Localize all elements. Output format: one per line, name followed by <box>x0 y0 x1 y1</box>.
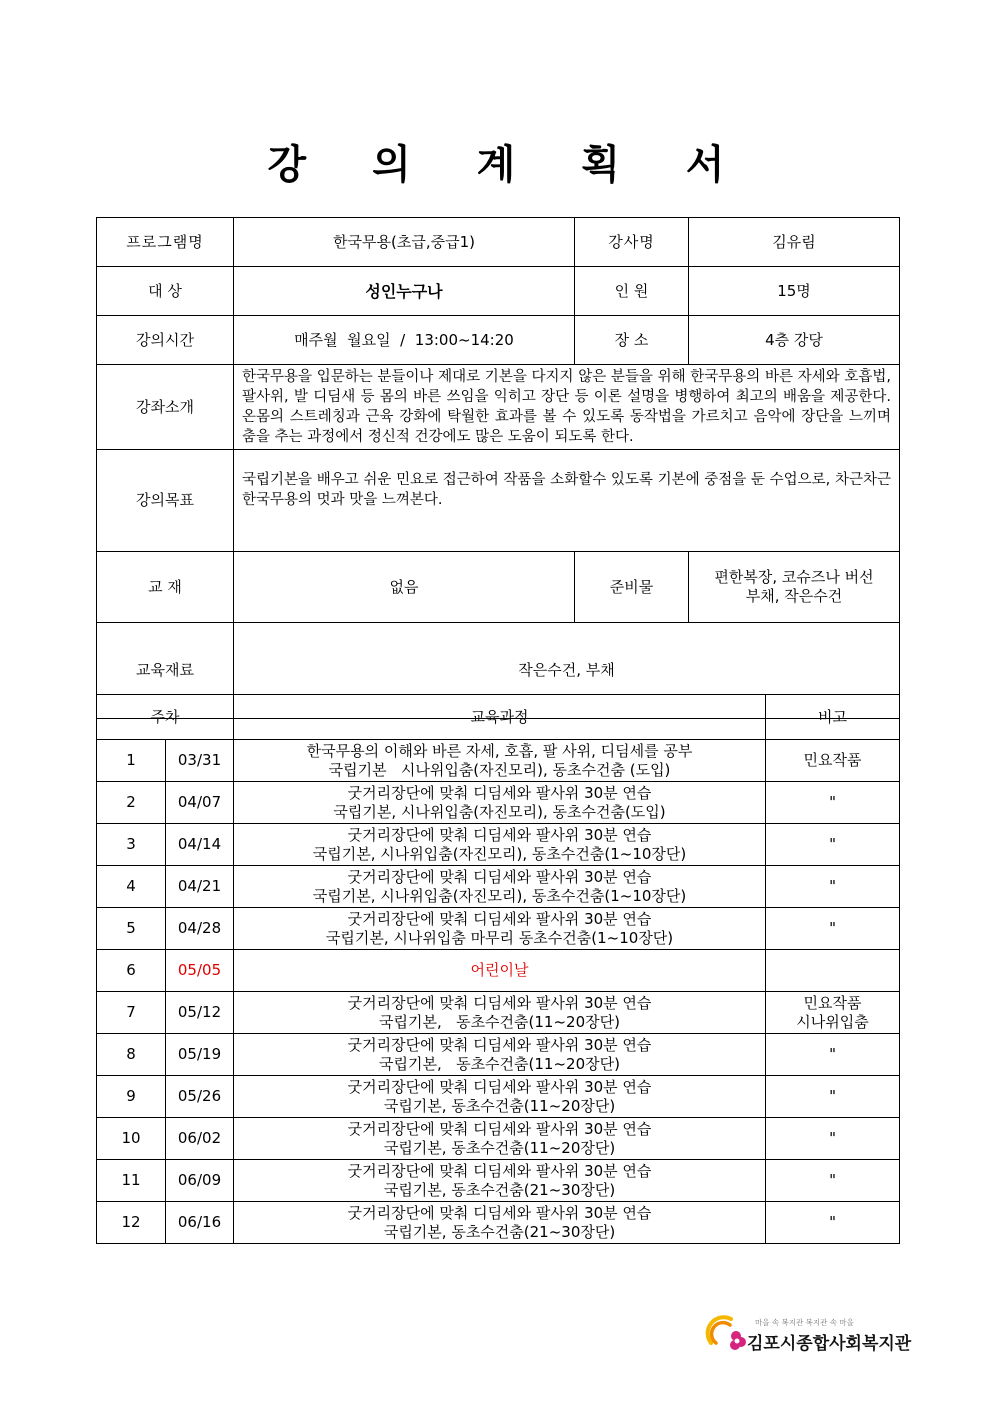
course-content <box>234 866 766 908</box>
course-line: 굿거리장단에 맞춰 디딤세와 팔사위 30분 연습 <box>347 993 652 1012</box>
week-number: 3 <box>97 824 166 866</box>
course-line: 한국무용의 이해와 바른 자세, 호흡, 팔 사위, 디딤세를 공부 <box>306 741 693 760</box>
week-header: 주차 <box>97 695 234 740</box>
goal-label: 강의목표 <box>97 450 234 552</box>
course-content <box>234 908 766 950</box>
note-line: 민요작품 <box>803 993 862 1012</box>
note-line: " <box>829 919 836 937</box>
week-date: 05/05 <box>166 950 234 992</box>
intro-text: 한국무용을 입문하는 분들이나 제대로 기본을 다지지 않은 분들을 위해 한국무용의 바른 자세와 호흡법, 팔사위, 발 디딤새 등 몸의 바른 쓰임을 익히고 장단 등 이론 설명을 병행하여 최고의 배움을 제공한다. 온몸의 스트레칭과 근육 강화에 탁월한 효과를 볼 수 있도록 동작법을 가르치고 음악에 장단을 느끼며 춤을 추는 과정에서 정신적 건강에도 많은 도움이 되도록 한다. <box>234 365 900 450</box>
note-line: " <box>829 793 836 811</box>
course-content <box>234 740 766 782</box>
intro-label: 강좌소개 <box>97 365 234 450</box>
course-line: 굿거리장단에 맞춰 디딤세와 팔사위 30분 연습 <box>347 1161 652 1180</box>
week-date: 06/16 <box>166 1202 234 1244</box>
note-line: " <box>829 877 836 895</box>
place-value: 4층 강당 <box>689 316 900 365</box>
prep-line-2: 부채, 작은수건 <box>745 587 843 605</box>
week-number: 12 <box>97 1202 166 1244</box>
note-line: " <box>829 1045 836 1063</box>
course-line: 어린이날 <box>470 961 529 979</box>
time-value: 매주월 월요일 / 13:00~14:20 <box>234 316 575 365</box>
program-label: 프로그램명 <box>97 218 234 267</box>
week-number: 10 <box>97 1118 166 1160</box>
material-value: 작은수건, 부채 <box>234 623 900 719</box>
textbook-value: 없음 <box>234 552 575 623</box>
schedule-row <box>97 1034 900 1076</box>
course-note <box>766 950 900 992</box>
week-number: 6 <box>97 950 166 992</box>
note-line: " <box>829 1087 836 1105</box>
course-note <box>766 740 900 782</box>
week-date: 05/12 <box>166 992 234 1034</box>
week-date: 06/02 <box>166 1118 234 1160</box>
course-header: 교육과정 <box>234 695 766 740</box>
course-note <box>766 1118 900 1160</box>
week-number: 4 <box>97 866 166 908</box>
note-line: " <box>829 835 836 853</box>
schedule-row <box>97 908 900 950</box>
schedule-row <box>97 992 900 1034</box>
course-line: 국립기본, 시나위입춤(자진모리), 동초수건춤(1~10장단) <box>312 844 687 863</box>
week-date: 04/14 <box>166 824 234 866</box>
week-date: 06/09 <box>166 1160 234 1202</box>
material-label: 교육재료 <box>97 623 234 719</box>
note-line: " <box>829 1171 836 1189</box>
prep-value <box>689 552 900 623</box>
note-line: 민요작품 <box>803 751 862 769</box>
course-content <box>234 782 766 824</box>
course-line: 국립기본, 동초수건춤(11~20장단) <box>383 1138 616 1157</box>
week-date: 05/26 <box>166 1076 234 1118</box>
week-number: 5 <box>97 908 166 950</box>
schedule-row <box>97 866 900 908</box>
textbook-label: 교 재 <box>97 552 234 623</box>
program-value: 한국무용(초급,중급1) <box>234 218 575 267</box>
target-value: 성인누구나 <box>234 267 575 316</box>
organization-logo <box>705 1311 912 1357</box>
note-line: " <box>829 1213 836 1231</box>
place-label: 장 소 <box>575 316 689 365</box>
course-content <box>234 1034 766 1076</box>
course-line: 국립기본, 동초수건춤(11~20장단) <box>383 1096 616 1115</box>
prep-label: 준비물 <box>575 552 689 623</box>
capacity-value: 15명 <box>689 267 900 316</box>
course-content <box>234 1160 766 1202</box>
course-line: 굿거리장단에 맞춰 디딤세와 팔사위 30분 연습 <box>347 1203 652 1222</box>
instructor-value: 김유림 <box>689 218 900 267</box>
note-header: 비고 <box>766 695 900 740</box>
time-label: 강의시간 <box>97 316 234 365</box>
capacity-label: 인 원 <box>575 267 689 316</box>
course-content <box>234 1076 766 1118</box>
course-content <box>234 1202 766 1244</box>
organization-name: 김포시종합사회복지관 <box>747 1334 912 1354</box>
week-date: 05/19 <box>166 1034 234 1076</box>
schedule-row <box>97 1160 900 1202</box>
course-line: 굿거리장단에 맞춰 디딤세와 팔사위 30분 연습 <box>347 1035 652 1054</box>
note-line: 시나위입춤 <box>796 1012 869 1031</box>
schedule-row <box>97 1076 900 1118</box>
course-note <box>766 824 900 866</box>
schedule-row <box>97 950 900 992</box>
course-note <box>766 908 900 950</box>
schedule-table <box>96 694 900 1244</box>
prep-line-1: 편한복장, 코슈즈나 버선 <box>714 568 874 586</box>
course-note <box>766 1160 900 1202</box>
week-number: 8 <box>97 1034 166 1076</box>
course-line: 국립기본, 동초수건춤(11~20장단) <box>379 1054 620 1073</box>
course-content <box>234 1118 766 1160</box>
course-line: 국립기본, 동초수건춤(21~30장단) <box>383 1180 616 1199</box>
course-line: 국립기본, 시나위입춤(자진모리), 동초수건춤(도입) <box>333 802 666 821</box>
course-note <box>766 1076 900 1118</box>
organization-emblem-icon <box>705 1311 749 1355</box>
week-number: 1 <box>97 740 166 782</box>
organization-tagline: 마을 속 복지관 복지관 속 마을 <box>755 1318 854 1327</box>
document-title: 강 의 계 획 서 <box>267 142 751 188</box>
course-line: 굿거리장단에 맞춰 디딤세와 팔사위 30분 연습 <box>347 867 652 886</box>
course-content <box>234 950 766 992</box>
target-label: 대 상 <box>97 267 234 316</box>
course-line: 국립기본, 동초수건춤(21~30장단) <box>383 1222 616 1241</box>
week-number: 7 <box>97 992 166 1034</box>
week-date: 03/31 <box>166 740 234 782</box>
course-line: 굿거리장단에 맞춰 디딤세와 팔사위 30분 연습 <box>347 825 652 844</box>
course-note <box>766 782 900 824</box>
week-date: 04/07 <box>166 782 234 824</box>
week-number: 2 <box>97 782 166 824</box>
week-date: 04/28 <box>166 908 234 950</box>
course-line: 국립기본, 시나위입춤 마무리 동초수건춤(1~10장단) <box>325 928 674 947</box>
course-info-table <box>96 217 900 719</box>
course-note <box>766 1034 900 1076</box>
course-line: 굿거리장단에 맞춰 디딤세와 팔사위 30분 연습 <box>347 909 652 928</box>
course-line: 국립기본, 동초수건춤(11~20장단) <box>379 1012 620 1031</box>
schedule-row <box>97 740 900 782</box>
goal-text: 국립기본을 배우고 쉬운 민요로 접근하여 작품을 소화할수 있도록 기본에 중점을 둔 수업으로, 차근차근 한국무용의 멋과 맛을 느껴본다. <box>234 450 900 552</box>
week-number: 11 <box>97 1160 166 1202</box>
course-note <box>766 1202 900 1244</box>
schedule-row <box>97 782 900 824</box>
note-line: " <box>829 1129 836 1147</box>
course-content <box>234 992 766 1034</box>
week-number: 9 <box>97 1076 166 1118</box>
course-line: 국립기본, 시나위입춤(자진모리), 동초수건춤(1~10장단) <box>312 886 687 905</box>
course-note <box>766 992 900 1034</box>
week-date: 04/21 <box>166 866 234 908</box>
course-line: 굿거리장단에 맞춰 디딤세와 팔사위 30분 연습 <box>347 783 652 802</box>
course-note <box>766 866 900 908</box>
schedule-rows <box>97 740 900 1244</box>
course-line: 굿거리장단에 맞춰 디딤세와 팔사위 30분 연습 <box>347 1077 652 1096</box>
course-line: 굿거리장단에 맞춰 디딤세와 팔사위 30분 연습 <box>347 1119 652 1138</box>
instructor-label: 강사명 <box>575 218 689 267</box>
course-line: 국립기본 시나위입춤(자진모리), 동초수건춤 (도입) <box>328 760 671 779</box>
schedule-row <box>97 824 900 866</box>
course-content <box>234 824 766 866</box>
schedule-row <box>97 1202 900 1244</box>
schedule-row <box>97 1118 900 1160</box>
